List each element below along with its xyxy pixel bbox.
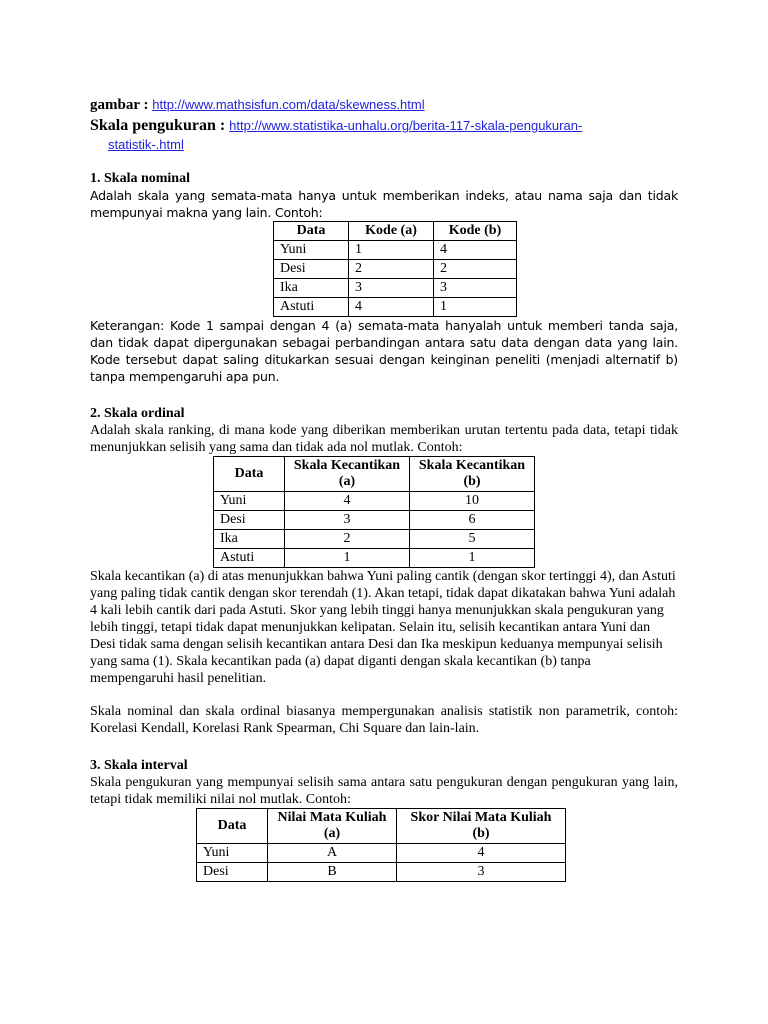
ordinal-summary: Skala nominal dan skala ordinal biasanya mempergunakan analisis statistik non parametrik, contoh: Korelasi Kendall, Korelasi Rank Spearman, Chi Square dan lain-lain. (90, 704, 678, 736)
ordinal-note: Skala kecantikan (a) di atas menunjukkan bahwa Yuni paling cantik (dengan skor tertinggi 4), dan Astuti yang paling tidak cantik dengan skor terendah (1). Akan tetapi, tidak dapat dikatakan bahwa Yuni adalah 4 kali lebih cantik dari pada Astuti. Skor yang lebih tinggi hanya menunjukkan skala pengukuran yang lebih tinggi, tetapi tidak dapat menunjukkan kelipatan. Selain itu, selisih kecantikan antara Yuni dan Desi tidak sama dengan selisih kecantikan antara Desi dan Ika meskipun keduanya mempunyai selisih yang sama (1). Skala kecantikan pada (a) dapat diganti dengan skala kecantikan (b) tanpa mempengaruhi hasil penelitian. (90, 569, 676, 686)
cell: 4 (349, 298, 434, 317)
gambar-link[interactable]: http://www.mathsisfun.com/data/skewness.html (152, 97, 425, 112)
header-kode-a: Kode (a) (349, 222, 434, 241)
cell: Yuni (214, 492, 285, 511)
table-header-row (197, 809, 566, 844)
cell: 1 (434, 298, 517, 317)
interval-table (196, 808, 566, 882)
cell: A (268, 844, 397, 863)
cell: Astuti (274, 298, 349, 317)
ordinal-heading: 2. Skala ordinal (90, 406, 185, 421)
cell: Ika (274, 279, 349, 298)
table-row (197, 863, 566, 882)
cell: Desi (197, 863, 268, 882)
cell: Yuni (274, 241, 349, 260)
table-row (214, 530, 535, 549)
table-header-row (274, 222, 517, 241)
interval-heading: 3. Skala interval (90, 758, 188, 773)
cell: 3 (349, 279, 434, 298)
cell: Yuni (197, 844, 268, 863)
nominal-intro: Adalah skala yang semata-mata hanya untuk memberikan indeks, atau nama saja dan tidak mempunyai makna yang lain. Contoh: (90, 188, 678, 220)
cell: 2 (434, 260, 517, 279)
cell: 1 (349, 241, 434, 260)
header-nilai-a: Nilai Mata Kuliah (a) (268, 809, 397, 844)
header-kode-b: Kode (b) (434, 222, 517, 241)
table-row (274, 298, 517, 317)
nominal-heading: 1. Skala nominal (90, 171, 190, 186)
header-data: Data (214, 457, 285, 492)
cell: 4 (397, 844, 566, 863)
skala-link[interactable]: http://www.statistika-unhalu.org/berita-117-skala-pengukuran- (229, 118, 583, 133)
table-row (214, 549, 535, 568)
header-data: Data (274, 222, 349, 241)
cell: 4 (434, 241, 517, 260)
table-row (214, 511, 535, 530)
cell: 2 (285, 530, 410, 549)
skala-link-continued[interactable]: statistik-.html (108, 137, 184, 152)
header-skor-b: Skor Nilai Mata Kuliah (b) (397, 809, 566, 844)
cell: 3 (285, 511, 410, 530)
gambar-source (90, 96, 678, 114)
cell: 1 (410, 549, 535, 568)
cell: 10 (410, 492, 535, 511)
cell: Desi (274, 260, 349, 279)
skala-source (90, 116, 678, 154)
interval-intro: Skala pengukuran yang mempunyai selisih sama antara satu pengukuran dengan pengukuran yang lain, tetapi tidak memiliki nilai nol mutlak. Contoh: (90, 775, 678, 807)
table-header-row (214, 457, 535, 492)
skala-label: Skala pengukuran : (90, 117, 226, 134)
cell: 6 (410, 511, 535, 530)
table-row (274, 279, 517, 298)
header-skala-a: Skala Kecantikan (a) (285, 457, 410, 492)
gambar-label: gambar : (90, 97, 149, 113)
cell: 3 (397, 863, 566, 882)
cell: 2 (349, 260, 434, 279)
nominal-table (273, 221, 517, 317)
cell: B (268, 863, 397, 882)
nominal-note: Keterangan: Kode 1 sampai dengan 4 (a) semata-mata hanyalah untuk memberi tanda saja, dan tidak dapat dipergunakan sebagai perbandingan antara satu data dengan data yang lain. Kode tersebut dapat saling ditukarkan sesuai dengan keinginan peneliti (menjadi alternatif b) tanpa mempengaruhi apa pun. (90, 318, 678, 384)
header-skala-b: Skala Kecantikan (b) (410, 457, 535, 492)
table-row (274, 241, 517, 260)
cell: 5 (410, 530, 535, 549)
table-row (214, 492, 535, 511)
cell: Astuti (214, 549, 285, 568)
cell: Ika (214, 530, 285, 549)
header-data: Data (197, 809, 268, 844)
cell: Desi (214, 511, 285, 530)
table-row (197, 844, 566, 863)
cell: 3 (434, 279, 517, 298)
ordinal-table (213, 456, 535, 568)
cell: 1 (285, 549, 410, 568)
cell: 4 (285, 492, 410, 511)
ordinal-intro: Adalah skala ranking, di mana kode yang diberikan memberikan urutan tertentu pada data, tetapi tidak menunjukkan selisih yang sama dan tidak ada nol mutlak. Contoh: (90, 423, 678, 455)
document-page (90, 96, 678, 882)
table-row (274, 260, 517, 279)
